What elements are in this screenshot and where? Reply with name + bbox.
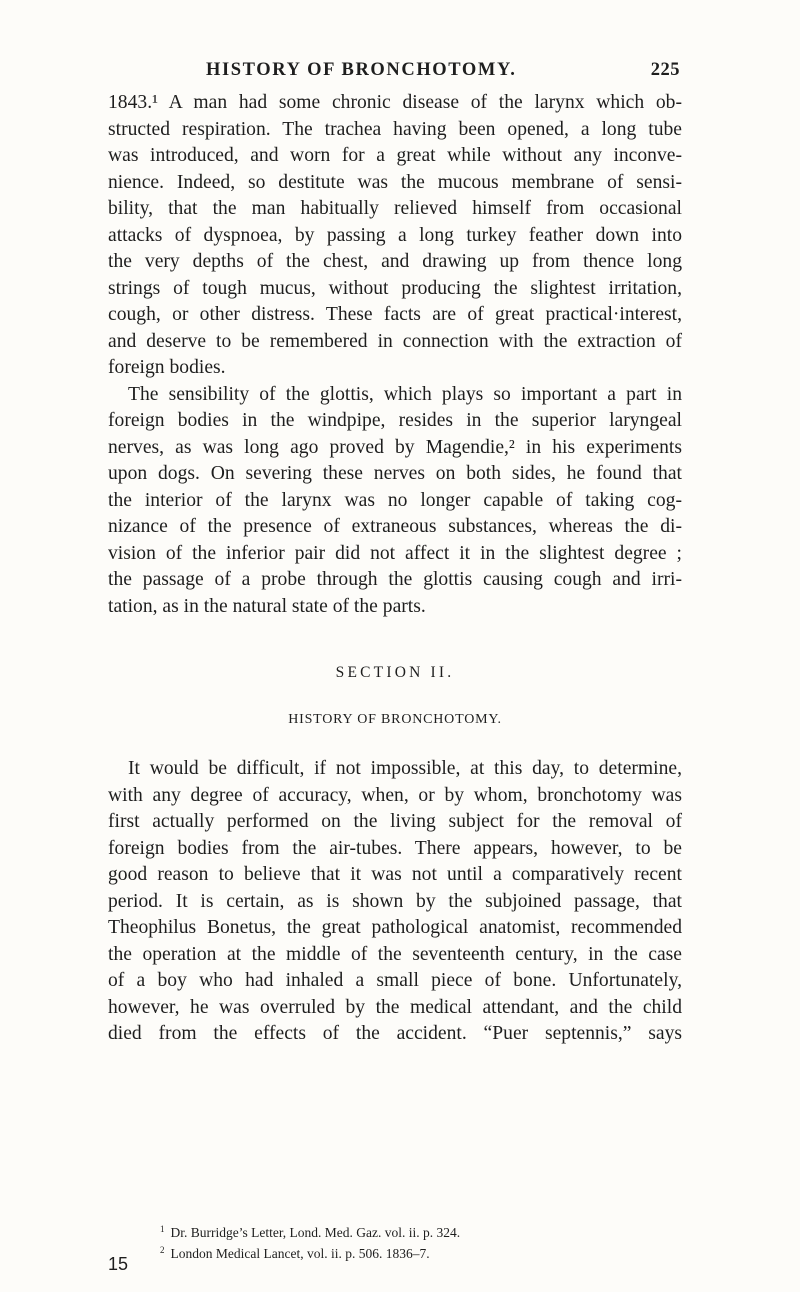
text-line: foreign bodies from the air-tubes. There appears, however, to be <box>108 837 682 859</box>
text-line: the very depths of the chest, and drawing up from thence long <box>108 251 682 272</box>
text-line: The sensibility of the glottis, which plays so important a part in <box>128 383 682 405</box>
text-line: foreign bodies in the windpipe, resides in the superior laryngeal <box>108 410 682 431</box>
text-line: structed respiration. The trachea having been opened, a long tube <box>108 118 682 140</box>
text-line: period. It is certain, as is shown by the subjoined passage, that <box>108 890 682 912</box>
text-line: Theophilus Bonetus, the great pathological anatomist, recommended <box>108 917 682 938</box>
footnote-2 <box>160 1242 680 1263</box>
text-line: was introduced, and worn for a great while without any inconve- <box>108 145 682 166</box>
text-line: vision of the inferior pair did not affect it in the slightest degree ; <box>108 542 682 564</box>
text-line: the operation at the middle of the seventeenth century, in the case <box>108 943 682 965</box>
text-line: tation, as in the natural state of the parts. <box>108 595 426 617</box>
text-line: of a boy who had inhaled a small piece of bone. Unfortunately, <box>108 970 682 991</box>
text-line: attacks of dyspnoea, by passing a long turkey feather down into <box>108 224 682 246</box>
text-line: upon dogs. On severing these nerves on both sides, he found that <box>108 463 682 484</box>
footnotes <box>160 1221 680 1262</box>
text-line: and deserve to be remembered in connection with the extraction of <box>108 330 682 352</box>
text-line: with any degree of accuracy, when, or by whom, bronchotomy was <box>108 784 682 806</box>
text-line: strings of tough mucus, without producing the slightest irritation, <box>108 277 682 299</box>
text-line: It would be difficult, if not impossible, at this day, to determine, <box>128 758 682 779</box>
page-number: 225 <box>650 60 680 80</box>
text-line: the passage of a probe through the glottis causing cough and irri- <box>108 569 682 590</box>
text-line: nience. Indeed, so destitute was the mucous membrane of sensi- <box>108 171 682 193</box>
running-title: HISTORY OF BRONCHOTOMY. <box>206 60 517 80</box>
footnote-text: Dr. Burridge’s Letter, Lond. Med. Gaz. vol. ii. p. 324. <box>170 1225 461 1240</box>
text-line: good reason to believe that it was not until a comparatively recent <box>108 864 682 885</box>
footnote-text: London Medical Lancet, vol. ii. p. 506. 1836–7. <box>170 1245 430 1261</box>
text-line: bility, that the man habitually relieved himself from occasional <box>108 198 682 219</box>
footnote-1 <box>160 1221 680 1242</box>
footnote-marker: 1 <box>160 1224 165 1234</box>
text-line: died from the effects of the accident. “Puer septennis,” says <box>108 1023 682 1044</box>
text-line: 1843.¹ A man had some chronic disease of the larynx which ob- <box>108 92 682 113</box>
text-line: cough, or other distress. These facts are of great practical·interest, <box>108 304 682 325</box>
section-2-body <box>108 756 682 1048</box>
signature-mark: 15 <box>108 1254 129 1274</box>
text-line: nizance of the presence of extraneous substances, whereas the di- <box>108 516 682 537</box>
text-line: the interior of the larynx was no longer capable of taking cog- <box>108 489 682 511</box>
section-subheading: HISTORY OF BRONCHOTOMY. <box>288 712 502 727</box>
section-heading: SECTION II. <box>335 664 455 681</box>
text-line: first actually performed on the living subject for the removal of <box>108 811 682 832</box>
section-1-body <box>108 90 682 620</box>
footnote-marker: 2 <box>160 1244 165 1255</box>
text-line: foreign bodies. <box>108 357 226 378</box>
text-line: however, he was overruled by the medical attendant, and the child <box>108 996 682 1018</box>
text-line: nerves, as was long ago proved by Magendie,² in his experiments <box>108 436 682 458</box>
